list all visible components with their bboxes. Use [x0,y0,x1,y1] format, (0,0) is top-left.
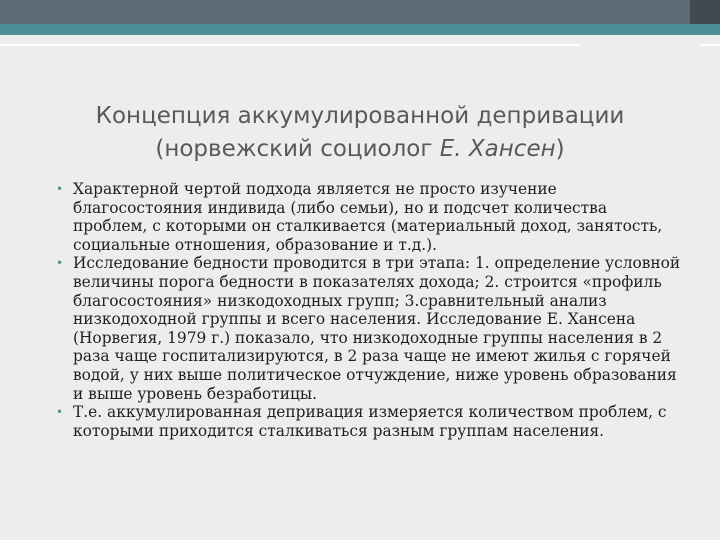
bullet-text: Характерной чертой подхода является не просто изучение благосостояния индивида (либо семьи), но и подсчет количества проблем, с которыми он сталкивается (материальный доход, занятость, социальные отношения, образование и т.д.). [73,180,663,254]
separator-line [0,44,580,46]
title-line-2 [40,133,680,166]
title-line-2-suffix: ) [555,136,565,162]
accent-bar [0,24,720,35]
bullet-text: Исследование бедности проводится в три этапа: 1. определение условной величины порога бедности в показателях дохода; 2. строится «профиль благосостояния» низкодоходных групп; 3.сравнительный анализ низкодоходной группы и всего населения. Исследование Е. Хансена (Норвегия, 1979 г.) показало, что низкодоходные группы населения в 2 раза чаще госпитализируются, в 2 раза чаще не имеют жилья с горячей водой, у них выше политическое отчуждение, ниже уровень образования и выше уровень безработицы. [73,254,681,403]
bullet-text: Т.е. аккумулированная депривация измеряется количеством проблем, с которыми приходится сталкиваться разным группам населения. [73,403,667,440]
bullet-item [56,254,681,403]
title-line-1: Концепция аккумулированной депривации [95,103,625,129]
bullet-icon: • [56,256,64,271]
title-author-name: Е. Хансен [439,136,556,162]
slide-title [40,100,680,166]
top-right-block [690,0,720,24]
title-line-2-prefix: (норвежский социолог [155,136,440,162]
top-header-bar [0,0,720,24]
bullet-item [56,180,681,254]
separator-line-right [700,44,720,46]
slide-body [56,180,681,440]
bullet-icon: • [56,405,64,420]
bullet-icon: • [56,182,64,196]
bullet-list [56,180,681,440]
bullet-item [56,403,681,440]
